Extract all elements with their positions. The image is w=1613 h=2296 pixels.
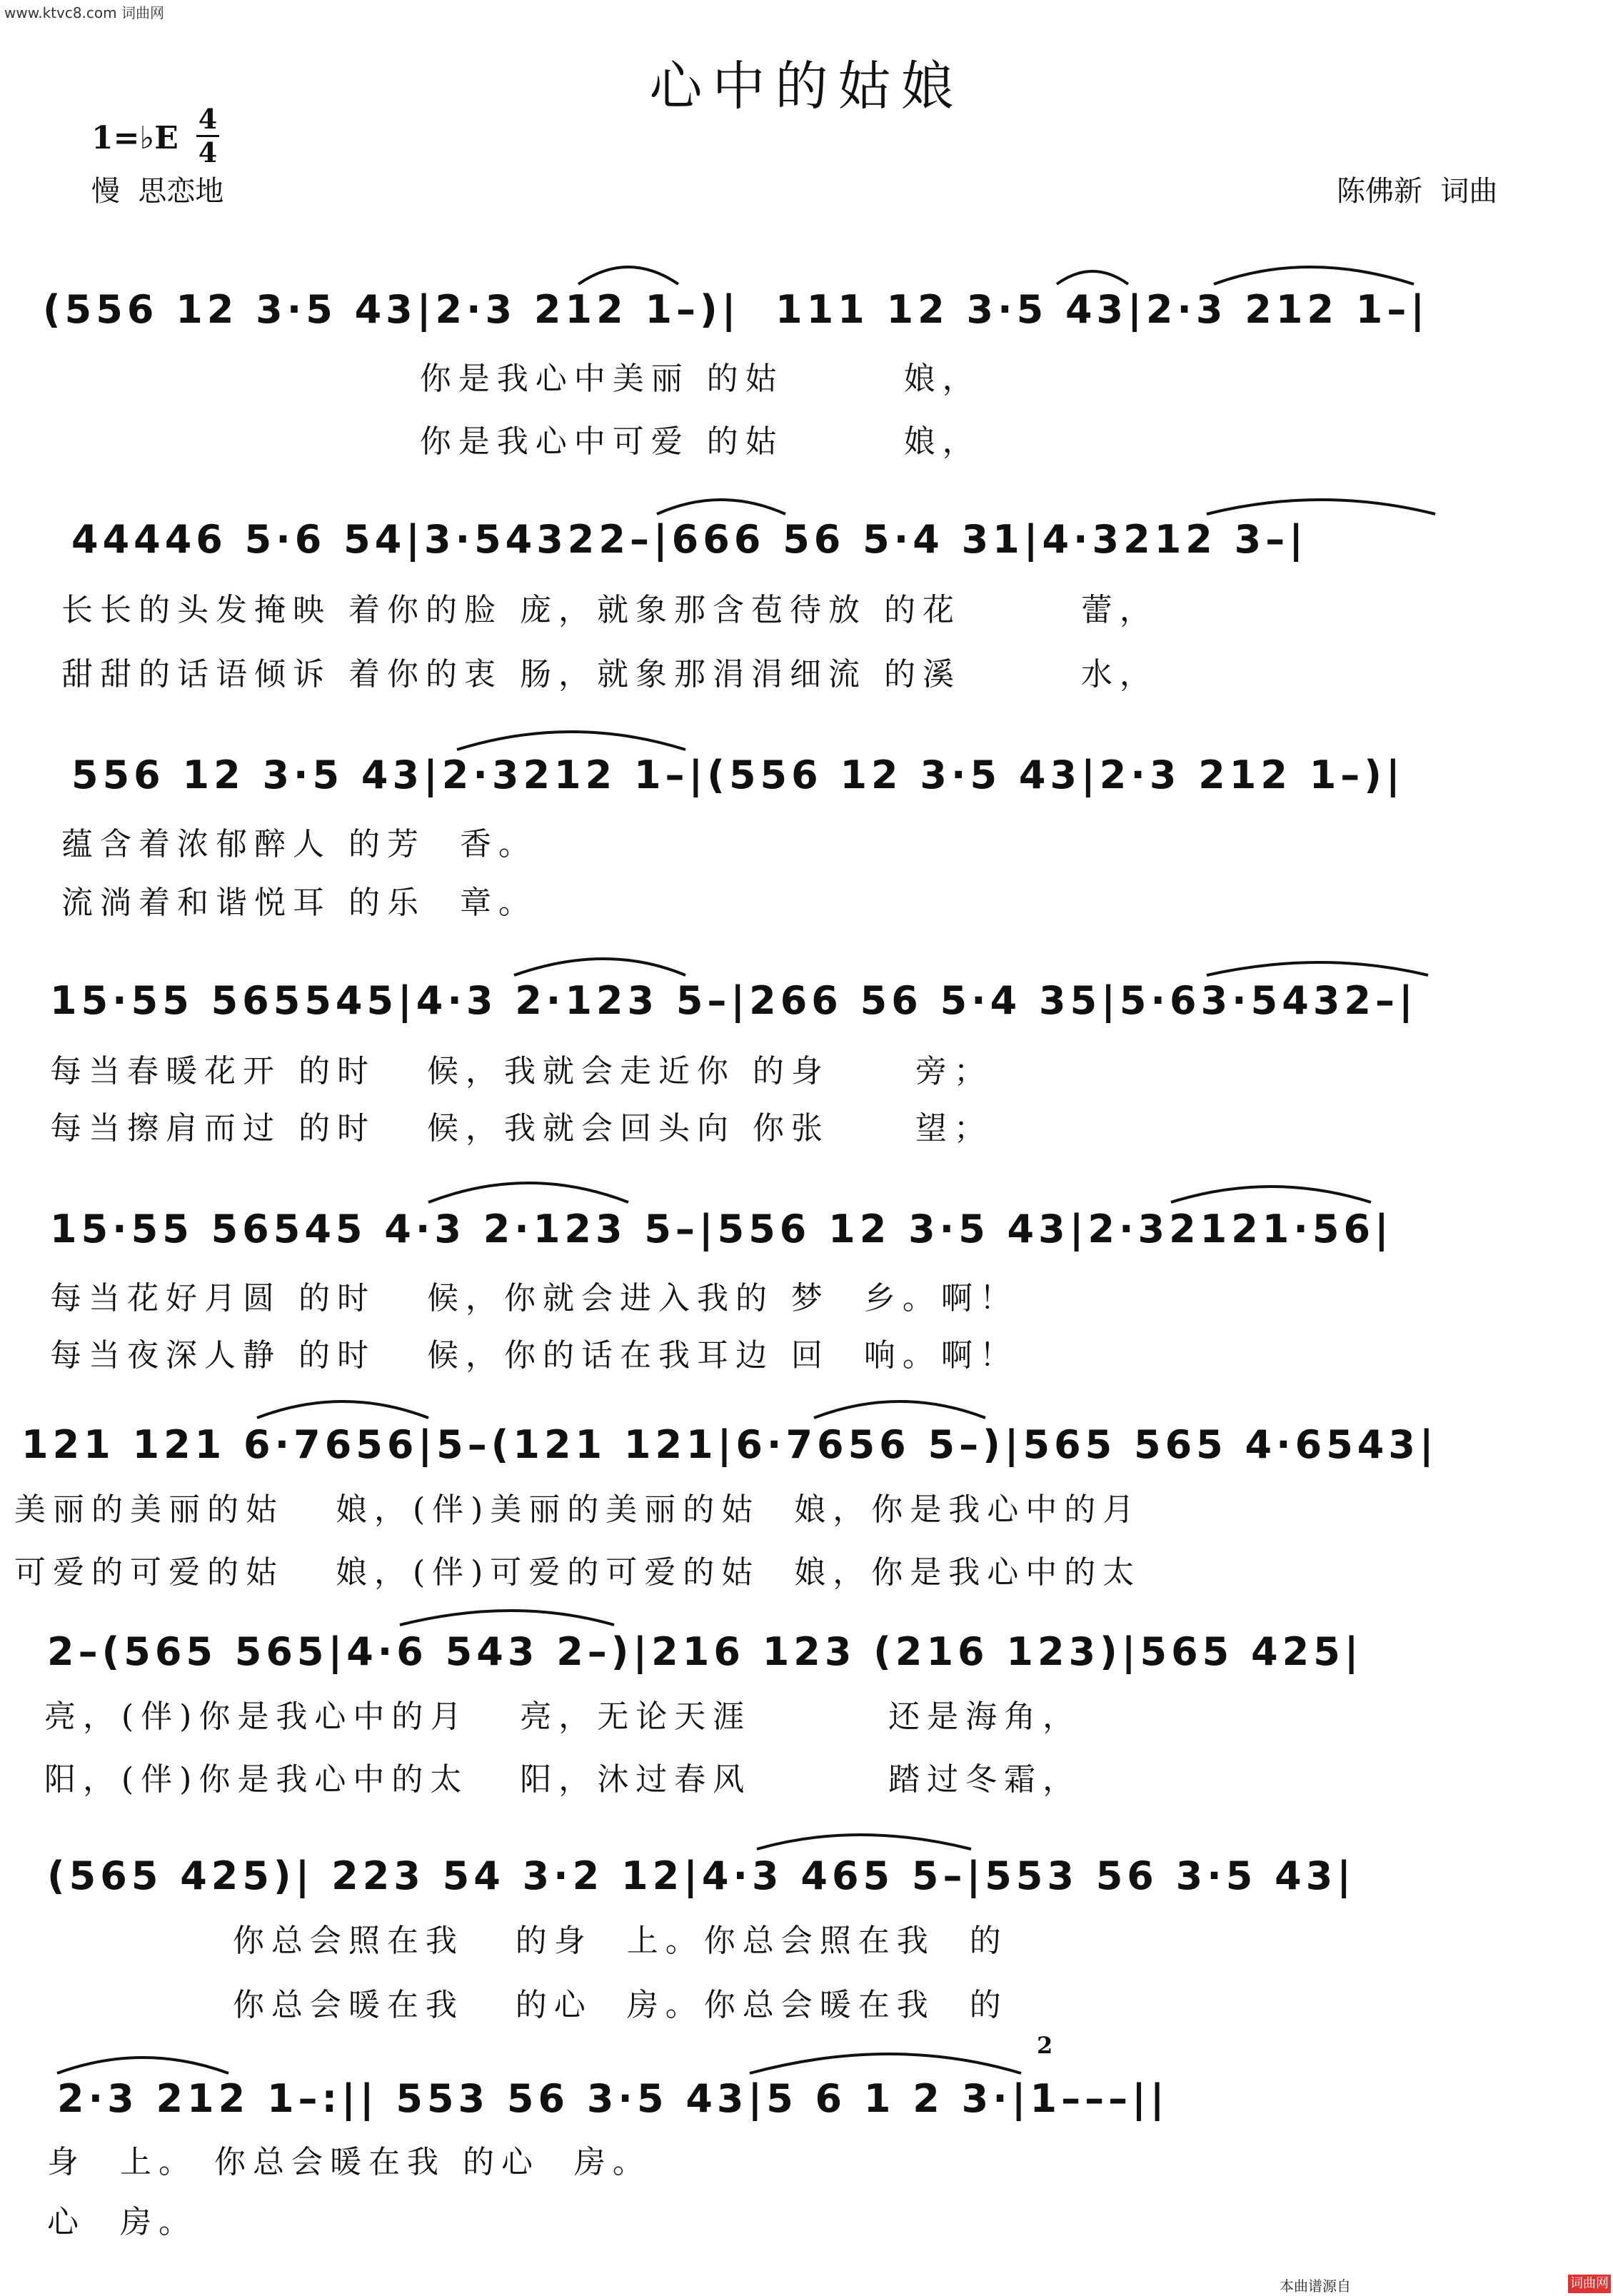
song-title: 心中的姑娘 [649, 56, 964, 117]
site-watermark: www.ktvc8.com 词曲网 [4, 4, 165, 21]
slur-arc [428, 1183, 628, 1202]
lyric-verse-2: 你是我心中可爱 的姑 娘， [43, 423, 981, 460]
slur-arc [578, 267, 678, 284]
composer-credit: 陈佛新 词曲 [1337, 175, 1498, 208]
slur-arc [1207, 962, 1428, 975]
slur-arc [1207, 500, 1435, 514]
time-numerator: 4 [198, 103, 218, 135]
source-note: 本曲谱源自 [1280, 2277, 1351, 2295]
notation-line: 44446 5·6 54|3·54322–|666 56 5·4 31|4·3212 3–| [71, 517, 1307, 562]
lyric-verse-1: 每当春暖花开 的时 候，我就会走近你 的身 旁； [50, 1053, 993, 1089]
slur-arc [457, 732, 685, 750]
time-denominator: 4 [198, 136, 218, 168]
lyric-verse-1: 蕴含着浓郁醉人 的芳 香。 [61, 826, 537, 862]
slur-arc [814, 1401, 985, 1418]
notation-line: 2–(565 565|4·6 543 2–)|216 123 (216 123)|565 425| [47, 1629, 1363, 1674]
slur-arc [1214, 267, 1414, 284]
lyric-verse-2: 心 房。 [47, 2204, 197, 2240]
notation-line: 556 12 3·5 43|2·3212 1–|(556 12 3·5 43|2·3 212 1–)| [71, 752, 1405, 797]
slur-arc [400, 1611, 614, 1625]
lyric-verse-2: 阳，(伴)你是我心中的太 阳，沐过春风 踏过冬霜， [44, 1761, 1082, 1798]
slur-arc [750, 2054, 1021, 2073]
tempo-marking: 慢 思恋地 [91, 175, 224, 208]
slur-arc [757, 1835, 971, 1849]
notation-line: 15·55 56545 4·3 2·123 5–|556 12 3·5 43|2·32121·56| [50, 1207, 1393, 1252]
slur-arc [514, 959, 685, 975]
lyric-verse-1: 亮，(伴)你是我心中的月 亮，无论天涯 还是海角， [44, 1698, 1082, 1735]
slur-arc [657, 500, 785, 514]
slur-arc [57, 2058, 228, 2073]
lyric-verse-2: 可爱的可爱的姑 娘，(伴)可爱的可爱的姑 娘，你是我心中的太 [14, 1554, 1142, 1591]
lyric-verse-1: 美丽的美丽的姑 娘，(伴)美丽的美丽的姑 娘，你是我心中的月 [14, 1491, 1142, 1528]
lyric-verse-2: 每当夜深人静 的时 候，你的话在我耳边 回 响。啊！ [50, 1337, 1018, 1374]
lyric-verse-1: 你总会照在我 的身 上。你总会照在我 的 [44, 1923, 1008, 1959]
lyric-verse-1: 你是我心中美丽 的姑 娘， [43, 361, 981, 397]
notation-line: (556 12 3·5 43|2·3 212 1–)| 111 12 3·5 43|2·3 212 1–| [43, 287, 1429, 332]
notation-line: 121 121 6·7656|5–(121 121|6·7656 5–)|565 565 4·6543| [21, 1422, 1438, 1467]
lyric-verse-1: 长长的头发掩映 着你的脸 庞，就象那含苞待放 的花 蕾， [61, 592, 1158, 628]
lyric-verse-2: 你总会暖在我 的心 房。你总会暖在我 的 [44, 1987, 1008, 2023]
volta-ending-number: 2 [1037, 2032, 1053, 2059]
notation-line: 15·55 565545|4·3 2·123 5–|266 56 5·4 35|5·63·5432–| [50, 978, 1417, 1023]
slur-arc [1171, 1187, 1371, 1202]
lyric-verse-2: 每当擦肩而过 的时 候，我就会回头向 你张 望； [50, 1110, 993, 1147]
site-logo: 词曲网 [1568, 2275, 1611, 2293]
slur-arc [257, 1401, 428, 1418]
notation-line: (565 425)| 223 54 3·2 12|4·3 465 5–|553 56 3·5 43| [47, 1853, 1355, 1898]
lyric-verse-2: 甜甜的话语倾诉 着你的衷 肠，就象那涓涓细流 的溪 水， [61, 656, 1158, 693]
lyric-verse-1: 身 上。 你总会暖在我 的心 房。 [47, 2144, 651, 2180]
slur-arc [1057, 271, 1128, 284]
key-signature: 1=♭E [91, 120, 179, 156]
lyric-verse-1: 每当花好月圆 的时 候，你就会进入我的 梦 乡。啊！ [50, 1280, 1018, 1316]
lyric-verse-2: 流淌着和谐悦耳 的乐 章。 [61, 885, 537, 921]
notation-line: 2·3 212 1–:|| 553 56 3·5 43|5 6 1 2 3·|1–––|| [57, 2076, 1169, 2121]
